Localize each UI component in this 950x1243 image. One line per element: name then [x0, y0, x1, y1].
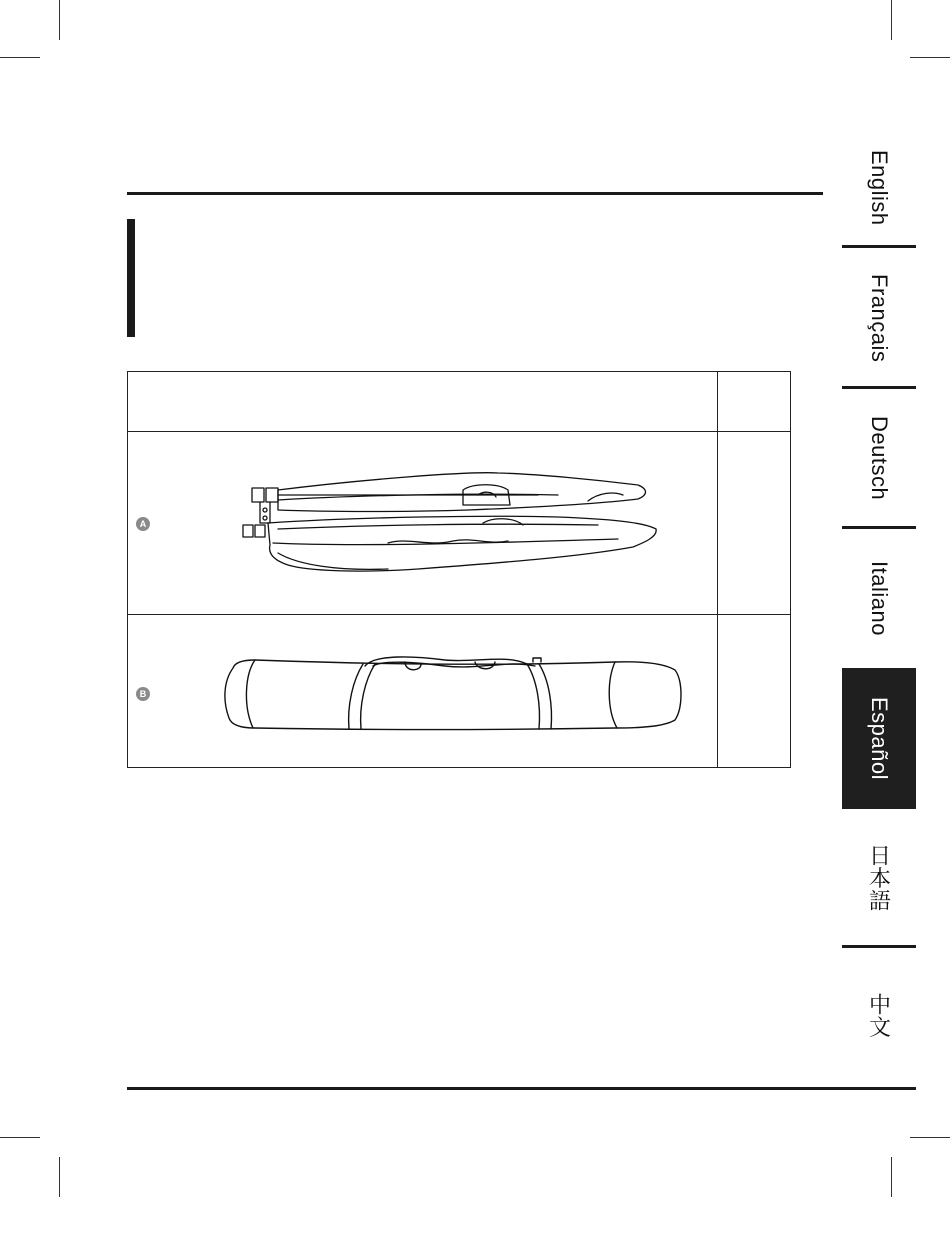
table-row-divider: [127, 614, 791, 615]
crop-mark: [910, 1137, 950, 1138]
tab-francais[interactable]: [842, 250, 916, 386]
crop-mark: [891, 1157, 892, 1197]
tab-label: 日本語: [866, 844, 892, 912]
tab-divider: [842, 245, 916, 248]
crop-mark: [59, 1157, 60, 1197]
tab-japanese[interactable]: [842, 812, 916, 944]
tab-english[interactable]: [842, 130, 916, 245]
folded-cot-icon: [238, 465, 663, 581]
part-badge-b: B: [136, 687, 150, 701]
table-column-divider: [717, 371, 718, 768]
section-accent-bar: [127, 219, 135, 337]
tab-chinese[interactable]: [842, 950, 916, 1080]
tab-divider: [842, 945, 916, 948]
tab-deutsch[interactable]: [842, 391, 916, 526]
crop-mark: [891, 0, 892, 40]
tab-divider: [842, 526, 916, 529]
tab-divider: [842, 386, 916, 389]
crop-mark: [59, 0, 60, 40]
crop-mark: [0, 57, 40, 58]
tab-label: Français: [867, 273, 892, 363]
carry-bag-icon: [215, 650, 687, 734]
table-row-divider: [127, 431, 791, 432]
footer-rule: [127, 1087, 916, 1090]
tab-italiano[interactable]: [842, 531, 916, 666]
crop-mark: [910, 57, 950, 58]
part-badge-a: A: [136, 517, 150, 531]
tab-label: Español: [867, 696, 892, 780]
tab-espanol[interactable]: [842, 668, 916, 809]
tab-label: Italiano: [867, 561, 892, 636]
tab-label: English: [867, 149, 892, 226]
tab-label: Deutsch: [867, 416, 892, 501]
tab-label: 中文: [866, 992, 892, 1038]
header-rule: [127, 192, 823, 195]
crop-mark: [0, 1137, 40, 1138]
